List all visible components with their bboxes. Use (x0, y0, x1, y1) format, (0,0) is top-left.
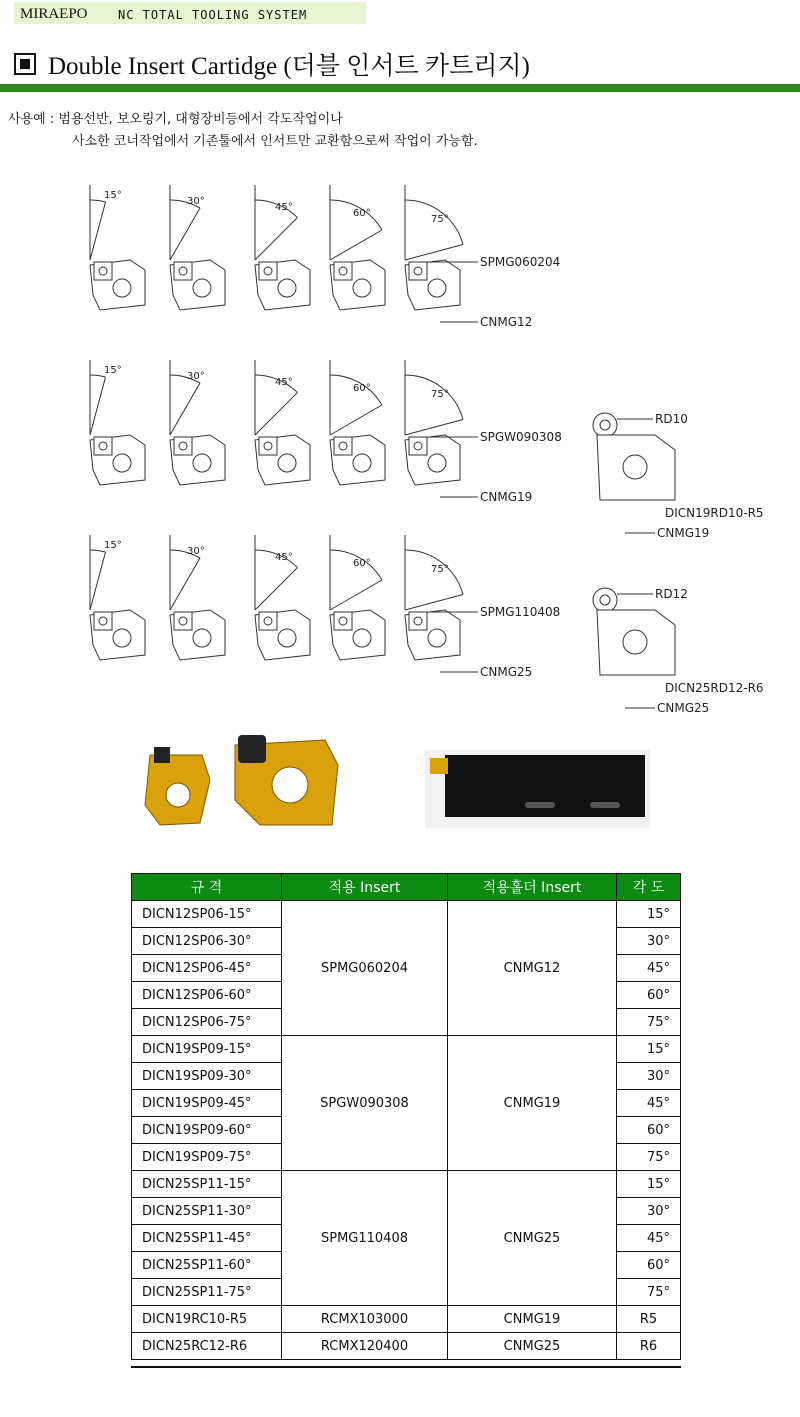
angle-line (170, 383, 200, 435)
page-title (14, 46, 530, 82)
angle-cell: 30° (617, 1063, 681, 1090)
model-cell: DICN19SP09-60° (132, 1117, 282, 1144)
insert-screw (99, 617, 107, 625)
angle-line (170, 558, 200, 610)
col-header-spec: 규 격 (132, 874, 282, 901)
holder-hole (193, 629, 211, 647)
angle-line (330, 230, 382, 260)
angle-cell: 45° (617, 1090, 681, 1117)
angle-cell: 15° (617, 1171, 681, 1198)
table-row (132, 1333, 681, 1360)
holder-hole (193, 279, 211, 297)
model-cell: DICN25RC12-R6 (132, 1333, 282, 1360)
angle-line (90, 552, 106, 610)
col-header-holder: 적용홀더 Insert (448, 874, 617, 901)
model-cell: DICN25SP11-15° (132, 1171, 282, 1198)
insert-cell: SPGW090308 (282, 1036, 448, 1171)
holder-hole (353, 629, 371, 647)
angle-label: 15° (104, 540, 122, 551)
angle-line (405, 244, 463, 260)
round-insert-label: RD10 (655, 412, 688, 426)
model-cell: DICN19SP09-30° (132, 1063, 282, 1090)
table-header-row (132, 874, 681, 901)
holder-hole (353, 279, 371, 297)
model-cell: DICN12SP06-60° (132, 982, 282, 1009)
insert-label: SPMG110408 (480, 605, 561, 619)
model-cell: DICN12SP06-45° (132, 955, 282, 982)
insert-cell: RCMX120400 (282, 1333, 448, 1360)
model-cell: DICN12SP06-15° (132, 901, 282, 928)
angle-line (405, 419, 463, 435)
insert-screw (264, 442, 272, 450)
angle-line (405, 594, 463, 610)
col-header-angle: 각 도 (617, 874, 681, 901)
description-line-1: 사용예 : 범용선반, 보오링기, 대형장비등에서 각도작업이나 (8, 112, 343, 127)
round-insert-screw (600, 420, 610, 430)
angle-label: 60° (353, 208, 371, 219)
square-bullet-icon (14, 53, 36, 75)
insert-screw (264, 267, 272, 275)
table-row (132, 901, 681, 928)
round-holder-label: CNMG25 (657, 701, 710, 715)
col-header-insert: 적용 Insert (282, 874, 448, 901)
model-cell: DICN25SP11-75° (132, 1279, 282, 1306)
holder-hole (278, 629, 296, 647)
round-insert-screw (600, 595, 610, 605)
brand-subtitle: NC TOTAL TOOLING SYSTEM (118, 8, 308, 22)
angle-cell: R5 (617, 1306, 681, 1333)
insert-screw (99, 442, 107, 450)
holder-hole (113, 629, 131, 647)
angle-label: 60° (353, 558, 371, 569)
holder-hole (113, 279, 131, 297)
insert-screw (264, 617, 272, 625)
holder-cell: CNMG25 (448, 1171, 617, 1306)
model-cell: DICN19RC10-R5 (132, 1306, 282, 1333)
table-row (132, 1036, 681, 1063)
angle-cell: 75° (617, 1009, 681, 1036)
angle-cell: 60° (617, 982, 681, 1009)
angle-label: 75° (431, 564, 449, 575)
angle-cell: 15° (617, 1036, 681, 1063)
round-holder-hole (623, 630, 647, 654)
insert-screw (179, 442, 187, 450)
holder-cell: CNMG19 (448, 1306, 617, 1333)
angle-cell: 60° (617, 1252, 681, 1279)
insert-screw (339, 617, 347, 625)
insert-screw (414, 442, 422, 450)
angle-label: 30° (187, 196, 205, 207)
angle-cell: 30° (617, 928, 681, 955)
model-cell: DICN12SP06-75° (132, 1009, 282, 1036)
model-cell: DICN25SP11-45° (132, 1225, 282, 1252)
holder-hole (193, 454, 211, 472)
angle-cell: 30° (617, 1198, 681, 1225)
holder-hole (278, 454, 296, 472)
angle-cell: R6 (617, 1333, 681, 1360)
cartridge-photo (140, 725, 340, 835)
insert-screw (414, 617, 422, 625)
insert-screw (339, 442, 347, 450)
page-title-text: Double Insert Cartidge (더블 인서트 카트리지) (48, 53, 530, 80)
round-insert-label: RD12 (655, 587, 688, 601)
holder-hole (113, 454, 131, 472)
insert-cell: SPMG060204 (282, 901, 448, 1036)
insert-screw (99, 267, 107, 275)
holder-hole (428, 279, 446, 297)
angle-line (255, 568, 297, 610)
angle-label: 30° (187, 546, 205, 557)
table-row (132, 1306, 681, 1333)
angle-cell: 45° (617, 1225, 681, 1252)
angle-label: 15° (104, 190, 122, 201)
holder-label: CNMG25 (480, 665, 533, 679)
holder-cell: CNMG12 (448, 901, 617, 1036)
table-row (132, 1171, 681, 1198)
angle-cell: 45° (617, 955, 681, 982)
holder-cell: CNMG25 (448, 1333, 617, 1360)
model-cell: DICN19SP09-45° (132, 1090, 282, 1117)
round-holder-hole (623, 455, 647, 479)
round-model-label: DICN25RD12-R6 (665, 681, 764, 695)
angle-label: 15° (104, 365, 122, 376)
model-cell: DICN12SP06-30° (132, 928, 282, 955)
angle-label: 45° (275, 202, 293, 213)
angle-label: 30° (187, 371, 205, 382)
angle-label: 75° (431, 389, 449, 400)
angle-line (255, 393, 297, 435)
insert-screw (414, 267, 422, 275)
angle-label: 75° (431, 214, 449, 225)
insert-screw (179, 617, 187, 625)
model-cell: DICN19SP09-15° (132, 1036, 282, 1063)
angle-cell: 75° (617, 1144, 681, 1171)
angle-line (255, 218, 297, 260)
angle-label: 60° (353, 383, 371, 394)
holder-cell: CNMG19 (448, 1036, 617, 1171)
insert-screw (339, 267, 347, 275)
table-bottom-rule (131, 1366, 681, 1368)
angle-cell: 60° (617, 1117, 681, 1144)
holder-photo (425, 750, 650, 828)
angle-line (90, 202, 106, 260)
holder-label: CNMG19 (480, 490, 533, 504)
spec-table (131, 873, 681, 1360)
insert-label: SPGW090308 (480, 430, 562, 444)
holder-hole (278, 279, 296, 297)
green-divider (0, 84, 800, 92)
cartridge-diagram (60, 160, 800, 715)
holder-hole (428, 454, 446, 472)
angle-line (90, 377, 106, 435)
angle-cell: 75° (617, 1279, 681, 1306)
angle-label: 45° (275, 377, 293, 388)
insert-cell: RCMX103000 (282, 1306, 448, 1333)
holder-hole (353, 454, 371, 472)
model-cell: DICN19SP09-75° (132, 1144, 282, 1171)
brand-name: MIRAEPO (20, 6, 88, 22)
holder-label: CNMG12 (480, 315, 533, 329)
insert-screw (179, 267, 187, 275)
description-line-2: 사소한 코너작업에서 기존툴에서 인서트만 교환함으로써 작업이 가능함. (72, 134, 478, 149)
insert-cell: SPMG110408 (282, 1171, 448, 1306)
holder-hole (428, 629, 446, 647)
angle-label: 45° (275, 552, 293, 563)
angle-line (170, 208, 200, 260)
model-cell: DICN25SP11-30° (132, 1198, 282, 1225)
angle-line (330, 405, 382, 435)
header-banner (14, 2, 366, 24)
insert-label: SPMG060204 (480, 255, 561, 269)
angle-cell: 15° (617, 901, 681, 928)
angle-line (330, 580, 382, 610)
round-model-label: DICN19RD10-R5 (665, 506, 764, 520)
round-holder-label: CNMG19 (657, 526, 710, 540)
model-cell: DICN25SP11-60° (132, 1252, 282, 1279)
